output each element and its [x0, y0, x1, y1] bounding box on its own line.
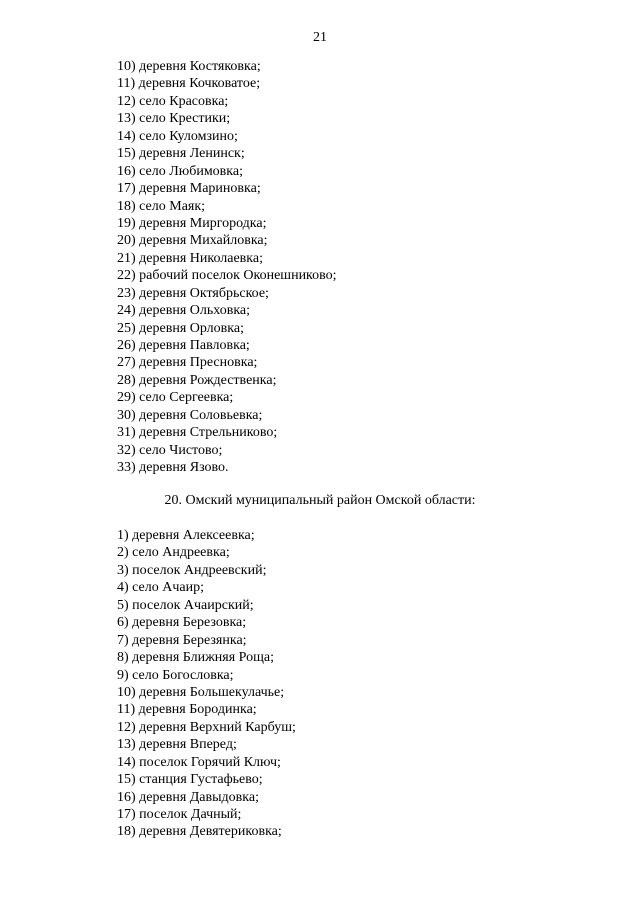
list-item: 7) деревня Березянка; — [117, 632, 247, 648]
list-item: 10) деревня Большекулачье; — [117, 684, 285, 700]
list-item: 23) деревня Октябрьское; — [117, 285, 269, 301]
list-item: 27) деревня Пресновка; — [117, 355, 258, 371]
list-item: 14) поселок Горячий Ключ; — [117, 754, 281, 770]
list-item: 29) село Сергеевка; — [117, 390, 234, 406]
list-item: 6) деревня Березовка; — [117, 615, 247, 631]
section-heading: 20. Омский муниципальный район Омской области: — [164, 493, 476, 508]
list-item: 9) село Богословка; — [117, 667, 234, 683]
settlement-list-continued — [117, 58, 337, 477]
list-item: 33) деревня Язово. — [117, 460, 229, 476]
list-item: 3) поселок Андреевский; — [117, 562, 267, 578]
list-item: 28) деревня Рождественка; — [117, 372, 277, 388]
settlement-list-omsk — [117, 527, 296, 841]
list-item: 17) деревня Мариновка; — [117, 181, 261, 197]
page-number: 21 — [313, 30, 327, 45]
list-item: 2) село Андреевка; — [117, 545, 230, 561]
list-item: 12) деревня Верхний Карбуш; — [117, 719, 296, 735]
list-item: 16) деревня Давыдовка; — [117, 789, 259, 805]
list-item: 13) село Крестики; — [117, 111, 231, 127]
list-item: 10) деревня Костяковка; — [117, 59, 261, 74]
list-item: 18) деревня Девятериковка; — [117, 824, 282, 840]
list-item: 14) село Куломзино; — [117, 128, 238, 144]
list-item: 32) село Чистово; — [117, 442, 223, 458]
list-item: 15) деревня Ленинск; — [117, 146, 245, 162]
list-item: 5) поселок Ачаирский; — [117, 597, 254, 613]
list-item: 25) деревня Орловка; — [117, 320, 244, 336]
list-item: 1) деревня Алексеевка; — [117, 528, 255, 543]
list-item: 11) деревня Кочковатое; — [117, 76, 261, 92]
list-item: 11) деревня Бородинка; — [117, 702, 257, 718]
list-item: 19) деревня Миргородка; — [117, 215, 267, 231]
list-item: 31) деревня Стрельниково; — [117, 425, 278, 441]
list-item: 17) поселок Дачный; — [117, 807, 242, 822]
list-item: 13) деревня Вперед; — [117, 737, 237, 753]
list-item: 20) деревня Михайловка; — [117, 233, 268, 249]
list-item: 26) деревня Павловка; — [117, 338, 250, 353]
list-item: 4) село Ачаир; — [117, 580, 204, 596]
list-item: 24) деревня Ольховка; — [117, 303, 251, 319]
list-item: 15) станция Густафьево; — [117, 772, 263, 788]
list-item: 16) село Любимовка; — [117, 163, 243, 179]
list-item: 21) деревня Николаевка; — [117, 250, 263, 266]
list-item: 30) деревня Соловьевка; — [117, 407, 263, 423]
list-item: 18) село Маяк; — [117, 198, 206, 214]
list-item: 22) рабочий поселок Оконешниково; — [117, 268, 337, 284]
list-item: 8) деревня Ближняя Роща; — [117, 650, 274, 666]
list-item: 12) село Красовка; — [117, 93, 229, 109]
